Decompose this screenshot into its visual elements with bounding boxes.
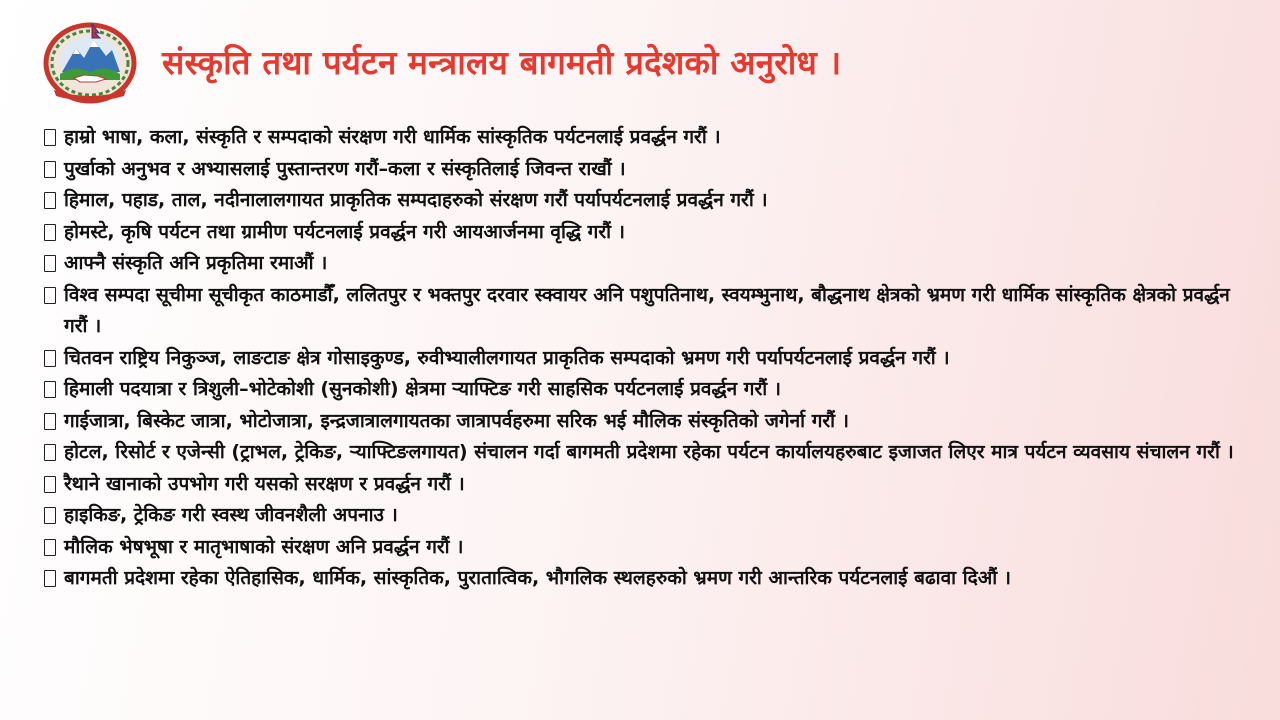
list-item bbox=[44, 532, 1259, 564]
box-bullet-icon bbox=[44, 287, 56, 304]
list-item bbox=[44, 437, 1259, 469]
list-item-text: आफ्नै संस्कृति अनि प्रकृतिमा रमाऔं । bbox=[64, 252, 328, 274]
list-item-text: होमस्टे, कृषि पर्यटन तथा ग्रामीण पर्यटनलाई प्रवर्द्धन गरी आयआर्जनमा वृद्धि गरौं । bbox=[64, 220, 625, 243]
box-bullet-icon bbox=[44, 129, 56, 146]
page-title: संस्कृति तथा पर्यटन मन्त्रालय बागमती प्रदेशको अनुरोध । bbox=[162, 42, 842, 82]
list-item-text: हिमाली पदयात्रा र त्रिशुली–भोटेकोशी (सुनकोशी) क्षेत्रमा र्‍याफ्टिङ गरी साहसिक पर्यटनलाई प्रवर्द्धन गरौं । bbox=[64, 378, 782, 400]
list-item bbox=[44, 185, 1259, 217]
list-item bbox=[44, 500, 1259, 532]
header bbox=[40, 16, 1250, 106]
box-bullet-icon bbox=[44, 413, 56, 430]
list-item-text: विश्व सम्पदा सूचीमा सूचीकृत काठमाडौँ, ललितपुर र भक्तपुर दरवार स्क्वायर अनि पशुपतिनाथ, स्वयम्भुनाथ, बौद्धनाथ क्षेत्रको भ्रमण गरी धार्मिक सांस्कृतिक क्षेत्रको प्रवर्द्धन गरौं । bbox=[64, 283, 1230, 337]
list-item-text: हिमाल, पहाड, ताल, नदीनालालगायत प्राकृतिक सम्पदाहरुको संरक्षण गरौं पर्यापर्यटनलाई प्रवर्द्धन गरौं । bbox=[64, 189, 768, 211]
box-bullet-icon bbox=[44, 255, 56, 272]
list-item bbox=[44, 122, 1259, 154]
list-item-text: मौलिक भेषभूषा र मातृभाषाको संरक्षण अनि प्रवर्द्धन गरौं । bbox=[64, 535, 464, 558]
nepal-emblem-icon bbox=[40, 18, 140, 104]
list-item-text: होटल, रिसोर्ट र एजेन्सी (ट्राभल, ट्रेकिङ, र्‍याफ्टिङलगायत) संचालन गर्दा बागमती प्रदेशमा रहेका पर्यटन कार्यालयहरुबाट इजाजत लिएर मात्र पर्यटन व्यवसाय संचालन गरौं । bbox=[64, 441, 1234, 463]
list-item-text: पुर्खाको अनुभव र अभ्यासलाई पुस्तान्तरण गरौं–कला र संस्कृतिलाई जिवन्त राखौं । bbox=[64, 157, 626, 180]
box-bullet-icon bbox=[44, 476, 56, 493]
box-bullet-icon bbox=[44, 539, 56, 556]
list-item-text: गाईजात्रा, बिस्केट जात्रा, भोटोजात्रा, इन्द्रजात्रालगायतका जात्रापर्वहरुमा सरिक भई मौलिक संस्कृतिको जगेर्ना गरौं । bbox=[64, 409, 849, 432]
appeal-list bbox=[44, 122, 1259, 595]
box-bullet-icon bbox=[44, 444, 56, 461]
list-item bbox=[44, 469, 1259, 501]
list-item bbox=[44, 343, 1259, 375]
list-item bbox=[44, 217, 1259, 249]
list-item-text: बागमती प्रदेशमा रहेका ऐतिहासिक, धार्मिक, सांस्कृतिक, पुरातात्विक, भौगलिक स्थलहरुको भ्रमण गरी आन्तरिक पर्यटनलाई बढावा दिऔं । bbox=[64, 567, 1011, 589]
box-bullet-icon bbox=[44, 570, 56, 587]
list-item bbox=[44, 154, 1259, 186]
list-item-text: रैथाने खानाको उपभोग गरी यसको सरक्षण र प्रवर्द्धन गरौं । bbox=[64, 472, 465, 495]
list-item bbox=[44, 406, 1259, 438]
list-item bbox=[44, 374, 1259, 406]
list-item-text: चितवन राष्ट्रिय निकुञ्ज, लाङटाङ क्षेत्र गोसाइकुण्ड, रुवीभ्यालीलगायत प्राकृतिक सम्पदाको भ्रमण गरी पर्यापर्यटनलाई प्रवर्द्धन गरौं । bbox=[64, 346, 950, 369]
list-item-text: हाइकिङ, ट्रेकिङ गरी स्वस्थ जीवनशैली अपनाउ । bbox=[64, 504, 398, 526]
box-bullet-icon bbox=[44, 350, 56, 367]
list-item bbox=[44, 280, 1259, 343]
box-bullet-icon bbox=[44, 161, 56, 178]
list-item bbox=[44, 563, 1259, 595]
box-bullet-icon bbox=[44, 192, 56, 209]
box-bullet-icon bbox=[44, 507, 56, 524]
box-bullet-icon bbox=[44, 381, 56, 398]
list-item bbox=[44, 248, 1259, 280]
box-bullet-icon bbox=[44, 224, 56, 241]
list-item-text: हाम्रो भाषा, कला, संस्कृति र सम्पदाको संरक्षण गरी धार्मिक सांस्कृतिक पर्यटनलाई प्रवर्द्धन गरौं । bbox=[64, 126, 721, 148]
